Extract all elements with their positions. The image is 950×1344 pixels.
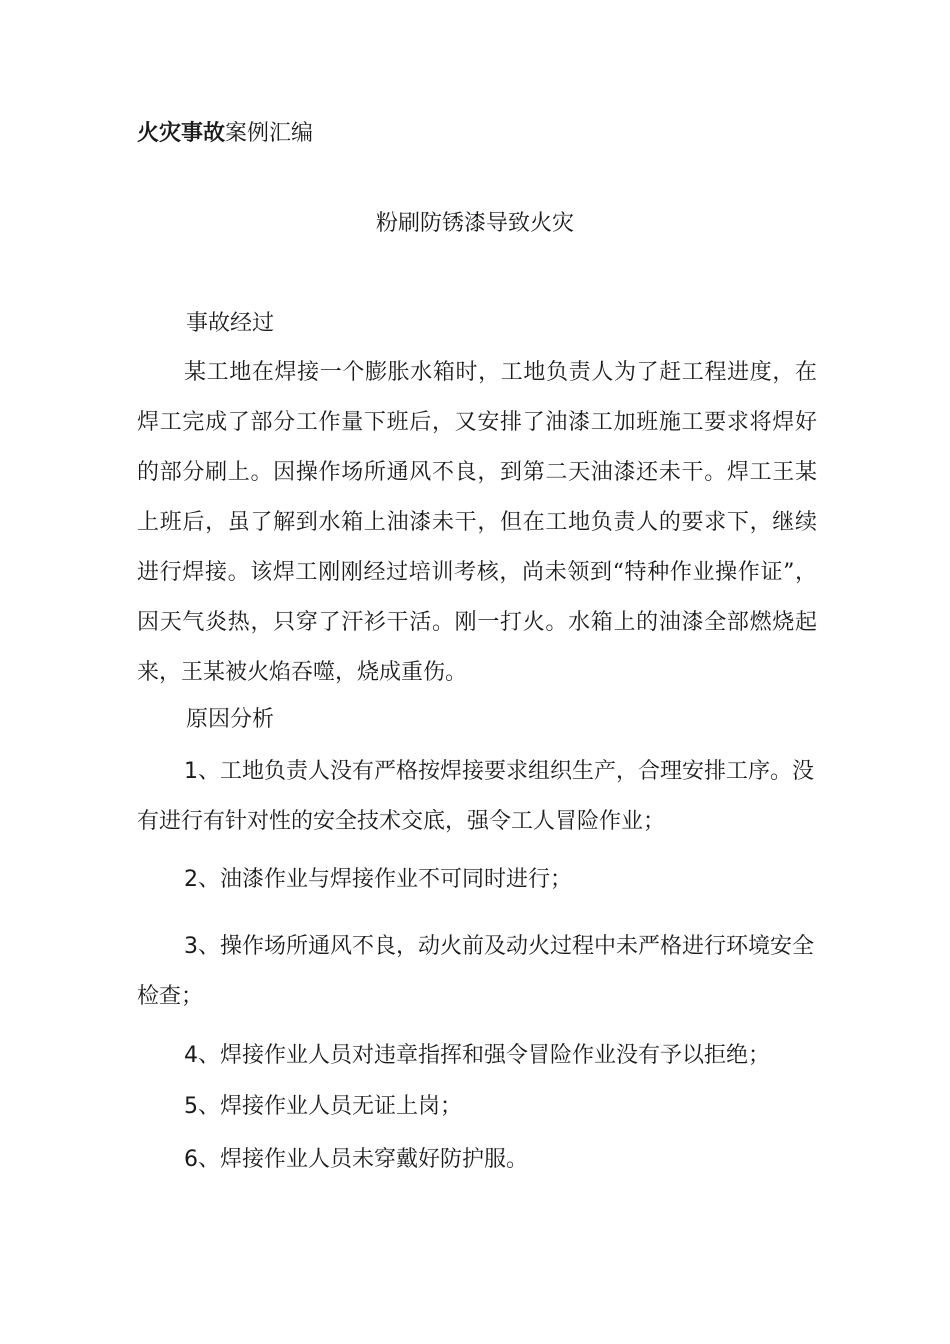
cause-item-text: 、操作场所通风不良，动火前及动火过程中未严格进行环境安全检查； — [137, 934, 815, 1009]
cause-item — [137, 922, 827, 1022]
cause-item-text: 、工地负责人没有严格按焊接要求组织生产，合理安排工序。没有进行有针对性的安全技术交底，强令工人冒险作业； — [137, 759, 815, 834]
document-title-rest: 案例汇编 — [225, 121, 314, 146]
cause-item — [137, 855, 827, 905]
cause-heading: 原因分析 — [186, 707, 275, 732]
cause-item-number: 6 — [184, 1147, 198, 1172]
cause-item — [137, 1135, 827, 1185]
cause-item-number: 1 — [184, 759, 198, 784]
document-title-bold: 火灾事故 — [137, 120, 226, 146]
cause-item-text: 、焊接作业人员未穿戴好防护服。 — [198, 1147, 529, 1172]
case-title: 粉刷防锈漆导致火灾 — [375, 211, 574, 236]
cause-item-text: 、焊接作业人员对违章指挥和强令冒险作业没有予以拒绝； — [198, 1043, 771, 1068]
accident-paragraph: 某工地在焊接一个膨胀水箱时，工地负责人为了赶工程进度，在焊工完成了部分工作量下班后，又安排了油漆工加班施工要求将焊好的部分刷上。因操作场所通风不良，到第二天油漆还未干。焊工王某上班后，虽了解到水箱上油漆未干，但在工地负责人的要求下，继续进行焊接。该焊工刚刚经过培训考核，尚未领到“特种作业操作证”，因天气炎热，只穿了汗衫干活。刚一打火。水箱上的油漆全部燃烧起来，王某被火焰吞噬，烧成重伤。 — [137, 360, 817, 685]
cause-item-number: 2 — [184, 867, 198, 892]
accident-heading: 事故经过 — [186, 311, 275, 336]
cause-item-number: 5 — [184, 1094, 198, 1119]
cause-item-text: 、焊接作业人员无证上岗； — [198, 1094, 463, 1119]
document-title — [137, 116, 313, 151]
cause-item — [137, 1082, 827, 1132]
cause-item-number: 4 — [184, 1043, 198, 1068]
cause-item-text: 、油漆作业与焊接作业不可同时进行； — [198, 867, 573, 892]
cause-item — [137, 1031, 827, 1081]
cause-item — [137, 747, 827, 847]
cause-item-number: 3 — [184, 934, 198, 959]
